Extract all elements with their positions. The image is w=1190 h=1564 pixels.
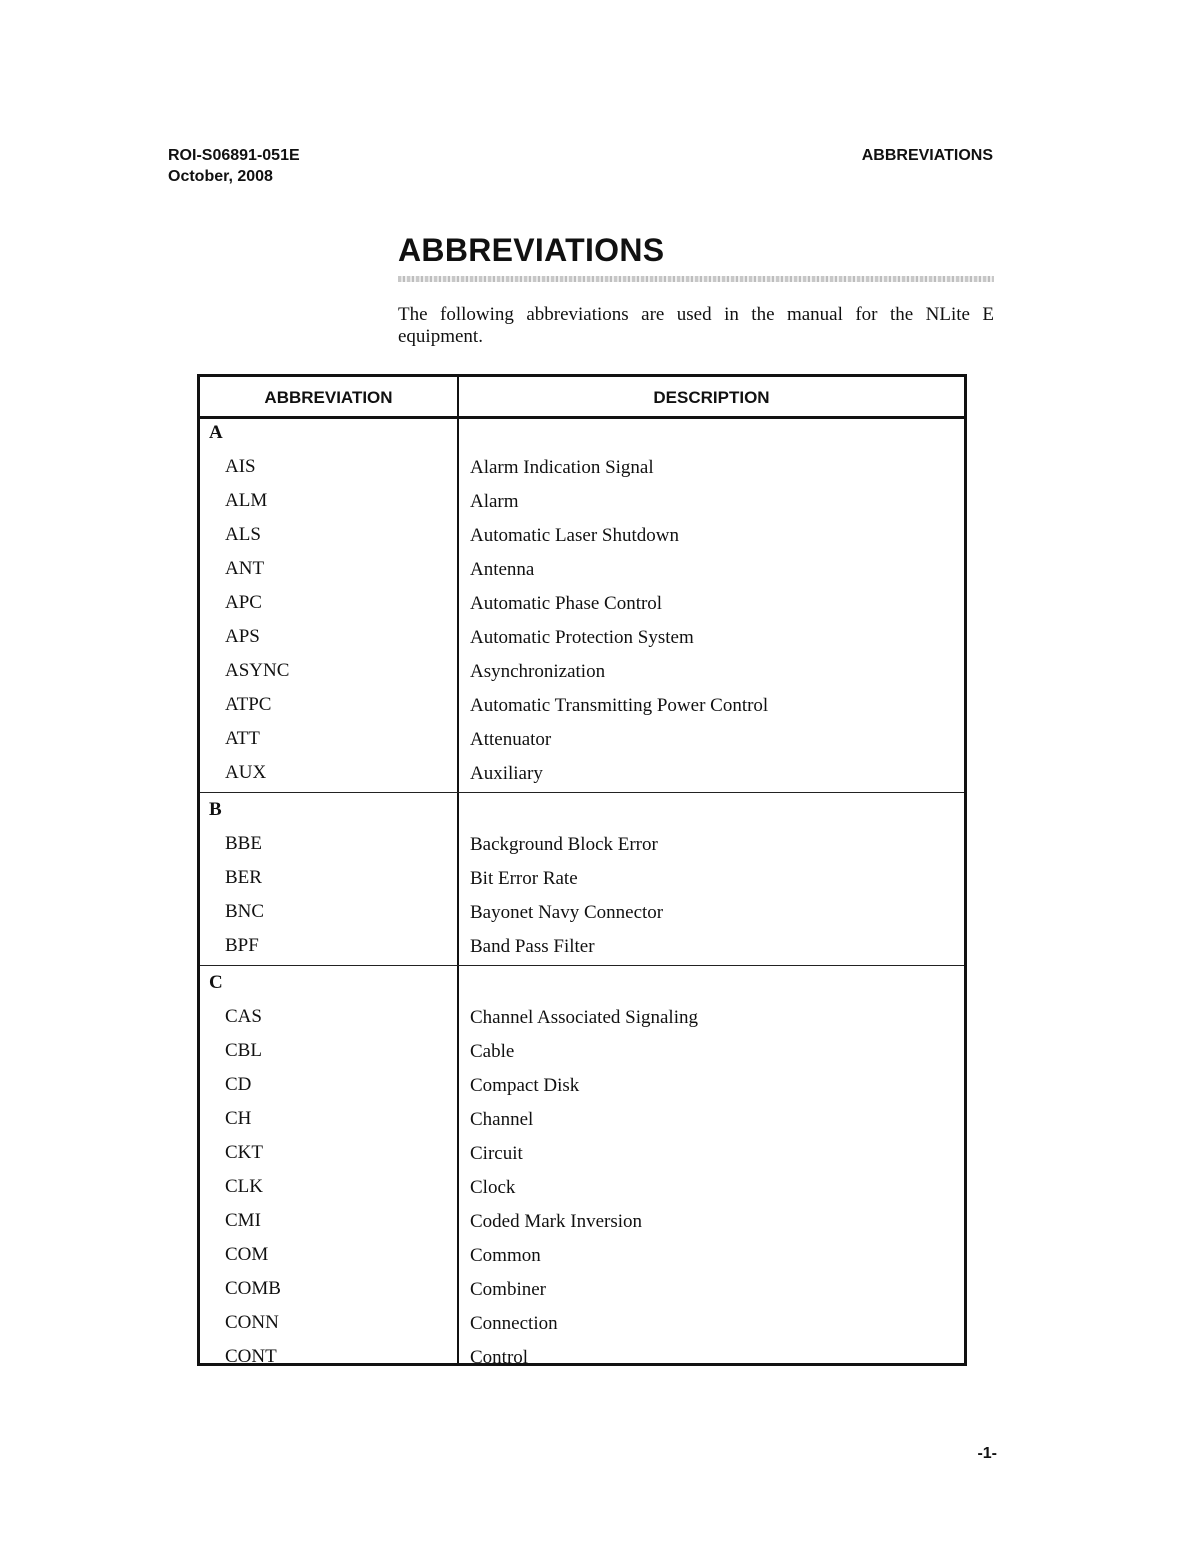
table-row <box>200 901 964 935</box>
description-cell: Cable <box>470 1041 515 1062</box>
abbreviation-cell: AUX <box>225 762 267 783</box>
table-row <box>200 1244 964 1278</box>
description-cell: Clock <box>470 1177 516 1198</box>
abbreviation-cell: APS <box>225 626 260 647</box>
column-header-description: DESCRIPTION <box>653 388 770 407</box>
table-header <box>200 377 964 419</box>
intro-paragraph: The following abbreviations are used in the manual for the NLite E equipment. <box>398 304 994 347</box>
description-cell: Automatic Protection System <box>470 627 694 648</box>
table-row <box>200 867 964 901</box>
description-cell: Background Block Error <box>470 834 658 855</box>
table-row <box>200 935 964 969</box>
table-row <box>200 1074 964 1108</box>
title-underline-rule <box>398 276 994 282</box>
description-cell: Compact Disk <box>470 1075 580 1096</box>
description-cell: Connection <box>470 1313 558 1334</box>
page-title: ABBREVIATIONS <box>398 232 665 268</box>
table-row <box>200 1278 964 1312</box>
group-separator <box>200 792 964 793</box>
abbreviation-cell: BBE <box>225 833 262 854</box>
abbreviation-cell: AIS <box>225 456 256 477</box>
table-row <box>200 728 964 762</box>
table-row <box>200 1108 964 1142</box>
table-row <box>200 1210 964 1244</box>
abbreviation-cell: ALM <box>225 490 268 511</box>
abbreviation-cell: BPF <box>225 935 259 956</box>
table-row <box>200 592 964 626</box>
abbreviation-cell: ALS <box>225 524 261 545</box>
abbreviation-cell: APC <box>225 592 262 613</box>
table-row <box>200 1312 964 1346</box>
abbreviation-cell: ATT <box>225 728 260 749</box>
abbreviation-cell: CONT <box>225 1346 277 1367</box>
table-row <box>200 833 964 867</box>
description-cell: Channel <box>470 1109 534 1130</box>
description-cell: Coded Mark Inversion <box>470 1211 643 1232</box>
abbreviation-cell: COMB <box>225 1278 281 1299</box>
group-letter: B <box>209 799 222 820</box>
description-cell: Common <box>470 1245 541 1266</box>
description-cell: Band Pass Filter <box>470 936 595 957</box>
table-row <box>200 626 964 660</box>
group-letter: C <box>209 972 223 993</box>
group-letter: A <box>209 422 223 443</box>
description-cell: Channel Associated Signaling <box>470 1007 698 1028</box>
abbreviation-cell: ASYNC <box>225 660 290 681</box>
document-id: ROI-S06891-051E <box>168 147 300 164</box>
table-row <box>200 1142 964 1176</box>
abbreviation-cell: CMI <box>225 1210 261 1231</box>
document-date: October, 2008 <box>168 168 273 185</box>
page-number: -1- <box>977 1445 997 1462</box>
description-cell: Circuit <box>470 1143 523 1164</box>
description-cell: Control <box>470 1347 529 1368</box>
table-row <box>200 1346 964 1380</box>
abbreviations-table <box>197 374 967 1366</box>
abbreviation-cell: COM <box>225 1244 269 1265</box>
abbreviation-cell: CBL <box>225 1040 262 1061</box>
description-cell: Auxiliary <box>470 763 543 784</box>
table-row <box>200 762 964 796</box>
abbreviation-cell: ATPC <box>225 694 272 715</box>
table-row <box>200 694 964 728</box>
description-cell: Automatic Phase Control <box>470 593 663 614</box>
description-cell: Automatic Laser Shutdown <box>470 525 679 546</box>
description-cell: Alarm <box>470 491 519 512</box>
description-cell: Combiner <box>470 1279 546 1300</box>
abbreviation-cell: CAS <box>225 1006 262 1027</box>
abbreviation-cell: CKT <box>225 1142 263 1163</box>
table-row <box>200 490 964 524</box>
group-separator <box>200 965 964 966</box>
description-cell: Attenuator <box>470 729 552 750</box>
description-cell: Antenna <box>470 559 535 580</box>
abbreviation-cell: ANT <box>225 558 265 579</box>
description-cell: Automatic Transmitting Power Control <box>470 695 769 716</box>
abbreviation-cell: CLK <box>225 1176 263 1197</box>
description-cell: Asynchronization <box>470 661 606 682</box>
abbreviation-cell: BER <box>225 867 262 888</box>
running-header-section: ABBREVIATIONS <box>861 147 993 164</box>
table-row <box>200 1176 964 1210</box>
table-row <box>200 1006 964 1040</box>
abbreviation-cell: CH <box>225 1108 252 1129</box>
table-row <box>200 524 964 558</box>
column-header-abbreviation: ABBREVIATION <box>264 388 393 407</box>
description-cell: Alarm Indication Signal <box>470 457 654 478</box>
abbreviation-cell: BNC <box>225 901 265 922</box>
description-cell: Bit Error Rate <box>470 868 578 889</box>
table-row <box>200 558 964 592</box>
description-cell: Bayonet Navy Connector <box>470 902 664 923</box>
abbreviation-cell: CD <box>225 1074 252 1095</box>
abbreviation-cell: CONN <box>225 1312 279 1333</box>
table-row <box>200 1040 964 1074</box>
table-row <box>200 456 964 490</box>
table-row <box>200 660 964 694</box>
